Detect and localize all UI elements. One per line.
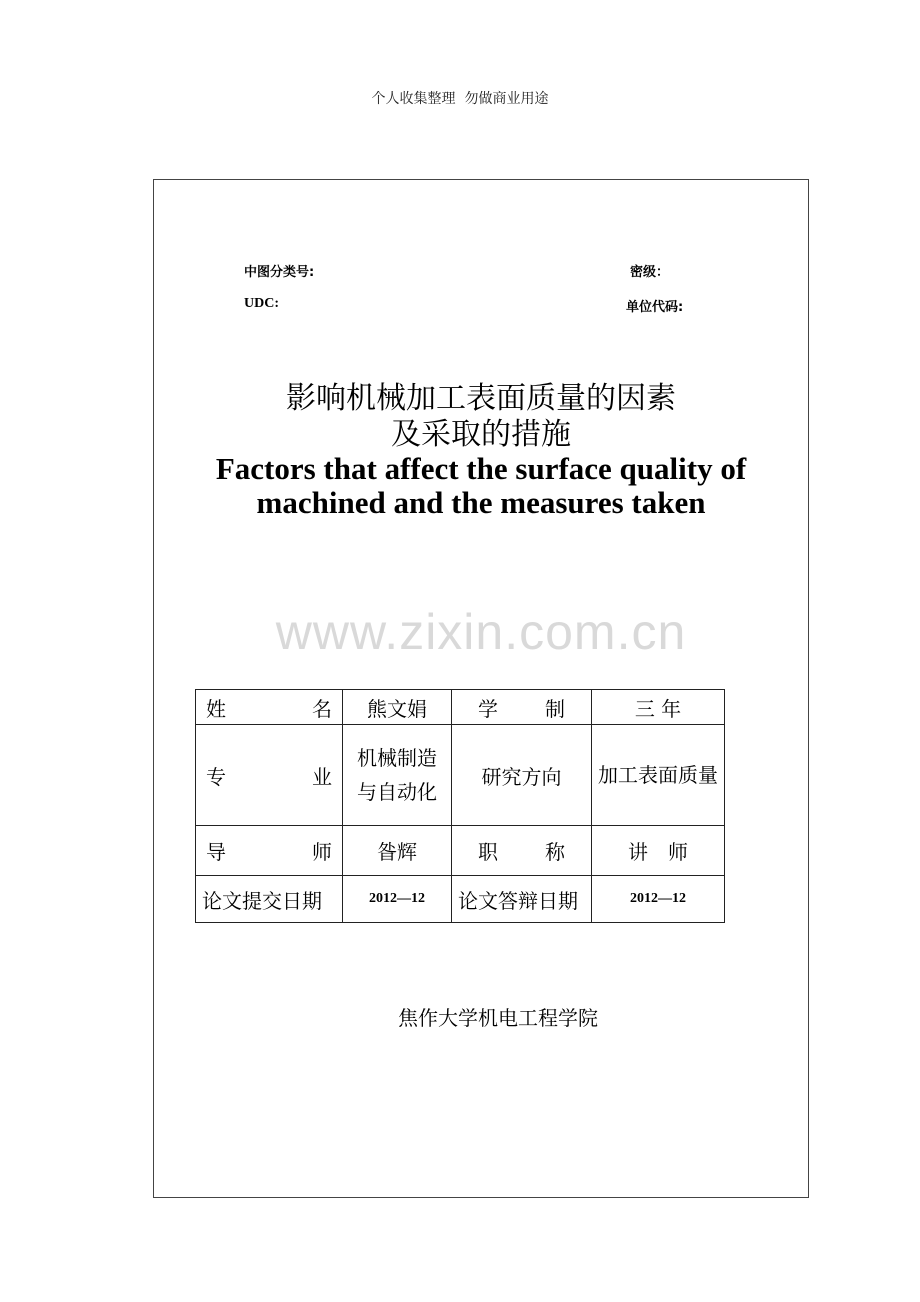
- title-en-line1: Factors that affect the surface quality of: [215, 451, 747, 486]
- system-label-cell: [452, 690, 592, 725]
- name-label-a: 姓: [206, 696, 226, 721]
- udc-label: UDC:: [244, 296, 279, 311]
- major-label-cell: [196, 725, 343, 826]
- title-cn-line2: 及采取的措施: [391, 417, 571, 452]
- name-label-cell: [196, 690, 343, 725]
- title-label-cell: [452, 826, 592, 876]
- title-cn-line1: 影响机械加工表面质量的因素: [286, 381, 676, 416]
- title-label-b: 称: [545, 840, 565, 864]
- system-value: 三 年: [592, 690, 725, 725]
- unit-code-label: 单位代码:: [626, 300, 684, 315]
- defense-date-value: 2012—12: [592, 876, 725, 923]
- system-label-b: 制: [545, 696, 565, 721]
- secrecy-label: 密级：: [630, 265, 670, 280]
- system-label-a: 学: [478, 696, 498, 721]
- classification-label: 中图分类号:: [244, 265, 315, 280]
- submit-date-label: 论文提交日期: [196, 876, 343, 923]
- table-row: [196, 725, 725, 826]
- info-table: [195, 689, 725, 923]
- school-name: 焦作大学机电工程学院: [398, 1006, 598, 1030]
- title-value: 讲 师: [592, 826, 725, 876]
- advisor-value: 昝辉: [343, 826, 452, 876]
- defense-date-label: 论文答辩日期: [452, 876, 592, 923]
- title-en-line2: machined and the measures taken: [256, 485, 706, 520]
- advisor-label-cell: [196, 826, 343, 876]
- major-label-b: 业: [312, 764, 332, 789]
- major-value: 机械制造与自动化: [343, 725, 452, 826]
- direction-label: 研究方向: [452, 725, 592, 826]
- watermark: www.zixin.com.cn: [275, 604, 687, 660]
- name-value: 熊文娟: [343, 690, 452, 725]
- title-label-a: 职: [478, 840, 498, 864]
- name-label-b: 名: [312, 696, 332, 721]
- header-note: 个人收集整理 勿做商业用途: [371, 91, 549, 107]
- table-row: [196, 876, 725, 923]
- table-row: [196, 826, 725, 876]
- submit-date-value: 2012—12: [343, 876, 452, 923]
- advisor-label-a: 导: [206, 840, 226, 864]
- table-row: [196, 690, 725, 725]
- direction-value: 加工表面质量: [592, 725, 725, 826]
- advisor-label-b: 师: [312, 840, 332, 864]
- major-label-a: 专: [206, 764, 226, 789]
